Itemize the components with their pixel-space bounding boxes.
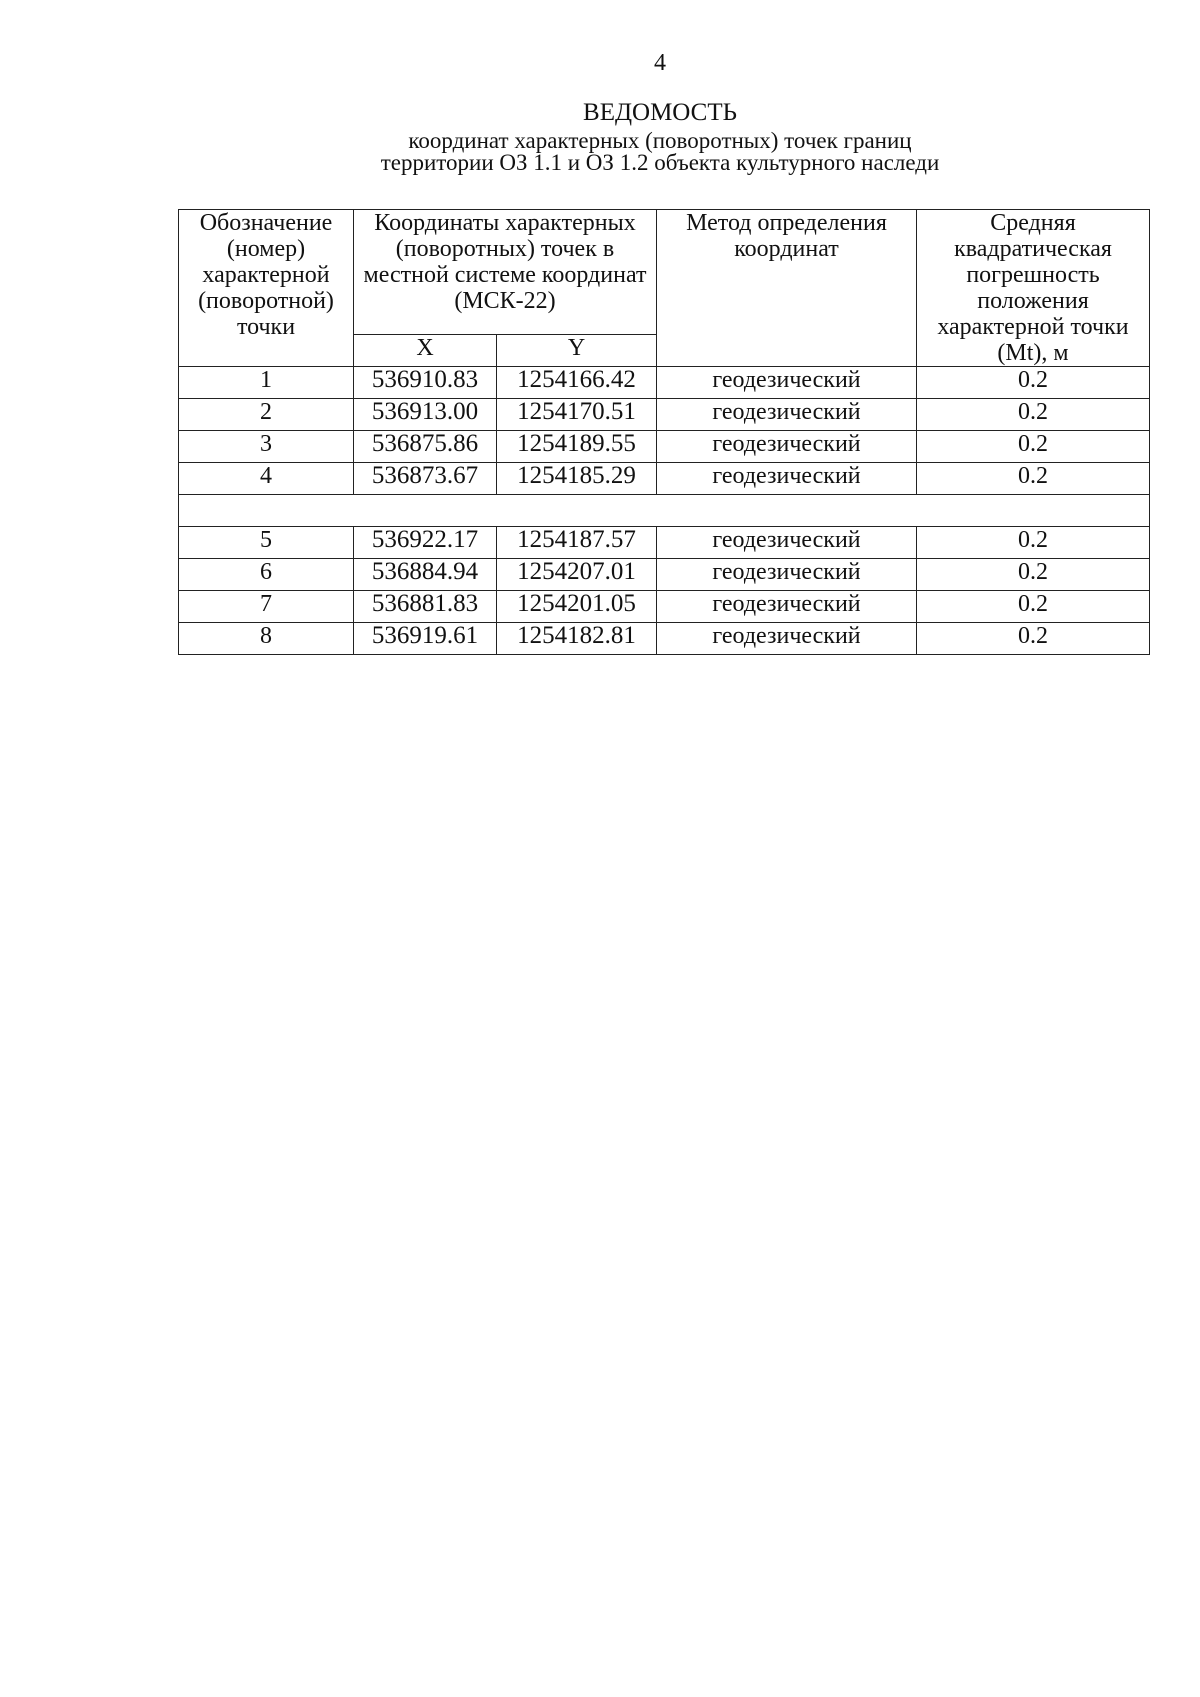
- cell-y: 1254182.81: [497, 623, 657, 655]
- cell-y: 1254207.01: [497, 559, 657, 591]
- cell-error: 0.2: [917, 623, 1150, 655]
- cell-method: геодезический: [657, 367, 917, 399]
- cell-method: геодезический: [657, 559, 917, 591]
- cell-y: 1254187.57: [497, 527, 657, 559]
- page-number: 4: [654, 50, 666, 76]
- cell-error: 0.2: [917, 559, 1150, 591]
- table-row: [179, 559, 1150, 591]
- cell-x: 536873.67: [354, 463, 497, 495]
- table-row: [179, 399, 1150, 431]
- cell-num: 7: [179, 591, 354, 623]
- document-title: ВЕДОМОСТЬ: [583, 99, 737, 126]
- table-row: [179, 623, 1150, 655]
- cell-num: 8: [179, 623, 354, 655]
- cell-error: 0.2: [917, 367, 1150, 399]
- table-row: [179, 367, 1150, 399]
- cell-error: 0.2: [917, 527, 1150, 559]
- cell-error: 0.2: [917, 463, 1150, 495]
- cell-num: 4: [179, 463, 354, 495]
- cell-y: 1254170.51: [497, 399, 657, 431]
- cell-num: 1: [179, 367, 354, 399]
- cell-y: 1254166.42: [497, 367, 657, 399]
- table-body: [179, 367, 1150, 655]
- header-method: Метод определения координат: [657, 210, 917, 367]
- cell-error: 0.2: [917, 431, 1150, 463]
- cell-num: 5: [179, 527, 354, 559]
- header-row: [179, 210, 1150, 335]
- cell-method: геодезический: [657, 431, 917, 463]
- cell-method: геодезический: [657, 623, 917, 655]
- cell-y: 1254189.55: [497, 431, 657, 463]
- coordinates-table: [178, 209, 1150, 655]
- table-row: [179, 431, 1150, 463]
- header-x: X: [354, 334, 497, 366]
- document-subtitle-line1: координат характерных (поворотных) точек границ: [408, 128, 912, 153]
- cell-x: 536910.83: [354, 367, 497, 399]
- header-error: Средняя квадратическая погрешность положения характерной точки (Mt), м: [917, 210, 1150, 367]
- separator-row: [179, 495, 1150, 527]
- cell-method: геодезический: [657, 463, 917, 495]
- separator-cell: [179, 495, 1150, 527]
- cell-num: 2: [179, 399, 354, 431]
- cell-num: 3: [179, 431, 354, 463]
- cell-x: 536922.17: [354, 527, 497, 559]
- cell-x: 536884.94: [354, 559, 497, 591]
- table-row: [179, 527, 1150, 559]
- cell-x: 536875.86: [354, 431, 497, 463]
- header-coordinates: Координаты характерных (поворотных) точек в местной системе координат (МСК-22): [354, 210, 657, 335]
- header-designation: Обозначение (номер) характерной (поворотной) точки: [179, 210, 354, 367]
- cell-method: геодезический: [657, 399, 917, 431]
- cell-error: 0.2: [917, 399, 1150, 431]
- cell-x: 536919.61: [354, 623, 497, 655]
- cell-error: 0.2: [917, 591, 1150, 623]
- cell-y: 1254201.05: [497, 591, 657, 623]
- cell-x: 536913.00: [354, 399, 497, 431]
- cell-method: геодезический: [657, 591, 917, 623]
- table-row: [179, 591, 1150, 623]
- table-row: [179, 463, 1150, 495]
- cell-num: 6: [179, 559, 354, 591]
- header-y: Y: [497, 334, 657, 366]
- cell-y: 1254185.29: [497, 463, 657, 495]
- document-subtitle-line2: территории ОЗ 1.1 и ОЗ 1.2 объекта культурного наследи: [380, 150, 940, 175]
- cell-method: геодезический: [657, 527, 917, 559]
- cell-x: 536881.83: [354, 591, 497, 623]
